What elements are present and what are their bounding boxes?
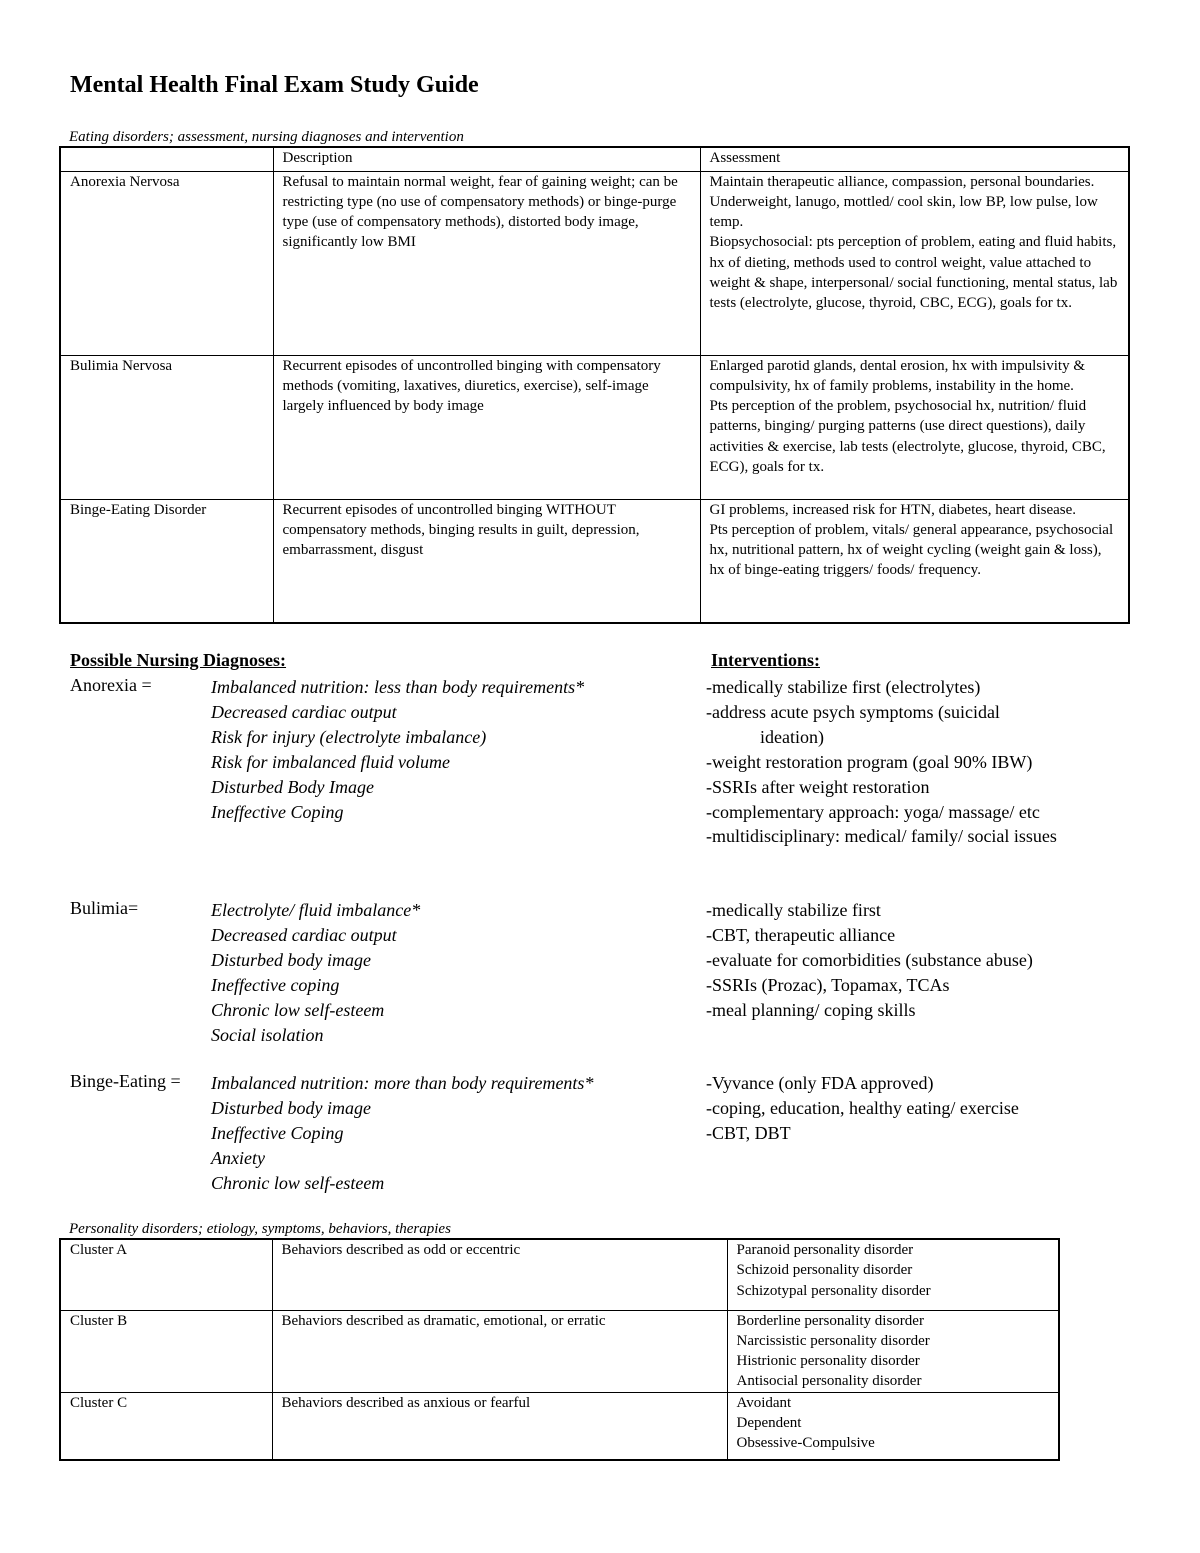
disorder-description: Recurrent episodes of uncontrolled binging WITHOUT compensatory methods, binging results in guilt, depression, embarrassment, disgust [273, 499, 700, 623]
list-item: -SSRIs (Prozac), Topamax, TCAs [706, 974, 950, 995]
list-item: Anxiety [211, 1147, 265, 1168]
nursing-diagnoses-heading: Possible Nursing Diagnoses: [70, 650, 287, 670]
list-item: -complementary approach: yoga/ massage/ etc [706, 801, 1040, 822]
table-row [60, 1392, 1059, 1460]
disorder-name: Bulimia Nervosa [60, 355, 273, 499]
disorder-description: Refusal to maintain normal weight, fear of gaining weight; can be restricting type (no use of compensatory methods) or binge-purge type (use of compensatory methods), distorted body image, significantly low BMI [273, 171, 700, 355]
header-assessment: Assessment [700, 147, 1129, 171]
table-header-row [60, 147, 1129, 171]
list-item: -CBT, therapeutic alliance [706, 924, 896, 945]
list-item: -meal planning/ coping skills [706, 999, 916, 1020]
list-item: Decreased cardiac output [211, 701, 397, 722]
eating-table-caption: Eating disorders; assessment, nursing diagnoses and intervention [69, 129, 464, 145]
page-title: Mental Health Final Exam Study Guide [70, 72, 479, 98]
list-item: Ineffective Coping [211, 801, 344, 822]
cluster-disorders: Avoidant Dependent Obsessive-Compulsive [727, 1392, 1059, 1460]
cluster-behavior: Behaviors described as dramatic, emotional, or erratic [272, 1310, 727, 1392]
disorder-assessment: GI problems, increased risk for HTN, diabetes, heart disease. Pts perception of problem, vitals/ general appearance, psychosocial hx, nutritional pattern, hx of weight cycling (weight gain & loss), hx of binge-eating triggers/ foods/ frequency. [700, 499, 1129, 623]
list-item: Disturbed body image [211, 949, 371, 970]
interventions-list-bulimia [706, 898, 1033, 1023]
list-item: ideation) [706, 726, 824, 747]
diagnoses-list-binge-eating [211, 1071, 593, 1196]
table-row [60, 1239, 1059, 1310]
list-item: Ineffective Coping [211, 1122, 344, 1143]
list-item: -coping, education, healthy eating/ exercise [706, 1097, 1019, 1118]
list-item: Decreased cardiac output [211, 924, 397, 945]
personality-disorders-table [59, 1238, 1060, 1461]
cluster-disorders: Borderline personality disorder Narcissistic personality disorder Histrionic personality disorder Antisocial personality disorder [727, 1310, 1059, 1392]
disorder-description: Recurrent episodes of uncontrolled binging with compensatory methods (vomiting, laxatives, diuretics, exercise), self-image largely influenced by body image [273, 355, 700, 499]
cluster-behavior: Behaviors described as odd or eccentric [272, 1239, 727, 1310]
interventions-heading: Interventions: [711, 650, 820, 670]
list-item: -weight restoration program (goal 90% IBW) [706, 751, 1033, 772]
table-row [60, 499, 1129, 623]
list-item: -medically stabilize first (electrolytes) [706, 677, 981, 697]
list-item: Disturbed body image [211, 1097, 371, 1118]
list-item: Imbalanced nutrition: less than body requirements* [211, 677, 585, 697]
list-item: Chronic low self-esteem [211, 1172, 385, 1193]
personality-table-caption: Personality disorders; etiology, symptoms, behaviors, therapies [69, 1221, 451, 1237]
disorder-name: Binge-Eating Disorder [60, 499, 273, 623]
cluster-name: Cluster A [60, 1239, 272, 1310]
list-item: -evaluate for comorbidities (substance abuse) [706, 949, 1033, 970]
header-cell-empty [60, 147, 273, 171]
cluster-behavior: Behaviors described as anxious or fearful [272, 1392, 727, 1460]
list-item: -Vyvance (only FDA approved) [706, 1073, 934, 1093]
group-label-bulimia: Bulimia= [70, 898, 139, 918]
table-row [60, 355, 1129, 499]
list-item: -multidisciplinary: medical/ family/ social issues [706, 826, 1057, 847]
list-item: -medically stabilize first [706, 900, 881, 920]
group-label-binge-eating: Binge-Eating = [70, 1071, 181, 1091]
list-item: -address acute psych symptoms (suicidal [706, 701, 1000, 722]
disorder-name: Anorexia Nervosa [60, 171, 273, 355]
disorder-assessment: Maintain therapeutic alliance, compassion, personal boundaries. Underweight, lanugo, mottled/ cool skin, low BP, low pulse, low temp. Biopsychosocial: pts perception of problem, eating and fluid habits, hx of dieting, methods used to control weight, value attached to weight & shape, interpersonal/ social functioning, mental status, lab tests (electrolyte, glucose, thyroid, CBC, ECG), goals for tx. [700, 171, 1129, 355]
list-item: Electrolyte/ fluid imbalance* [211, 900, 421, 920]
table-row [60, 171, 1129, 355]
diagnoses-list-bulimia [211, 898, 420, 1047]
group-label-anorexia: Anorexia = [70, 675, 152, 695]
list-item: Social isolation [211, 1024, 324, 1045]
list-item: Ineffective coping [211, 974, 340, 995]
list-item: -CBT, DBT [706, 1122, 791, 1143]
cluster-name: Cluster B [60, 1310, 272, 1392]
list-item: Imbalanced nutrition: more than body requirements* [211, 1073, 594, 1093]
cluster-disorders: Paranoid personality disorder Schizoid personality disorder Schizotypal personality disorder [727, 1239, 1059, 1310]
disorder-assessment: Enlarged parotid glands, dental erosion, hx with impulsivity & compulsivity, hx of family problems, instability in the home. Pts perception of the problem, psychosocial hx, nutrition/ fluid patterns, binging/ purging patterns (use direct questions), daily activities & exercise, lab tests (electrolyte, glucose, thyroid, CBC, ECG), goals for tx. [700, 355, 1129, 499]
diagnoses-list-anorexia [211, 675, 584, 824]
list-item: Chronic low self-esteem [211, 999, 385, 1020]
table-row [60, 1310, 1059, 1392]
cluster-name: Cluster C [60, 1392, 272, 1460]
header-description: Description [273, 147, 700, 171]
list-item: Risk for imbalanced fluid volume [211, 751, 450, 772]
list-item: Disturbed Body Image [211, 776, 374, 797]
eating-disorders-table [59, 146, 1130, 624]
list-item: Risk for injury (electrolyte imbalance) [211, 726, 487, 747]
list-item: -SSRIs after weight restoration [706, 776, 930, 797]
interventions-list-binge-eating [706, 1071, 1019, 1146]
interventions-list-anorexia [706, 675, 1057, 849]
